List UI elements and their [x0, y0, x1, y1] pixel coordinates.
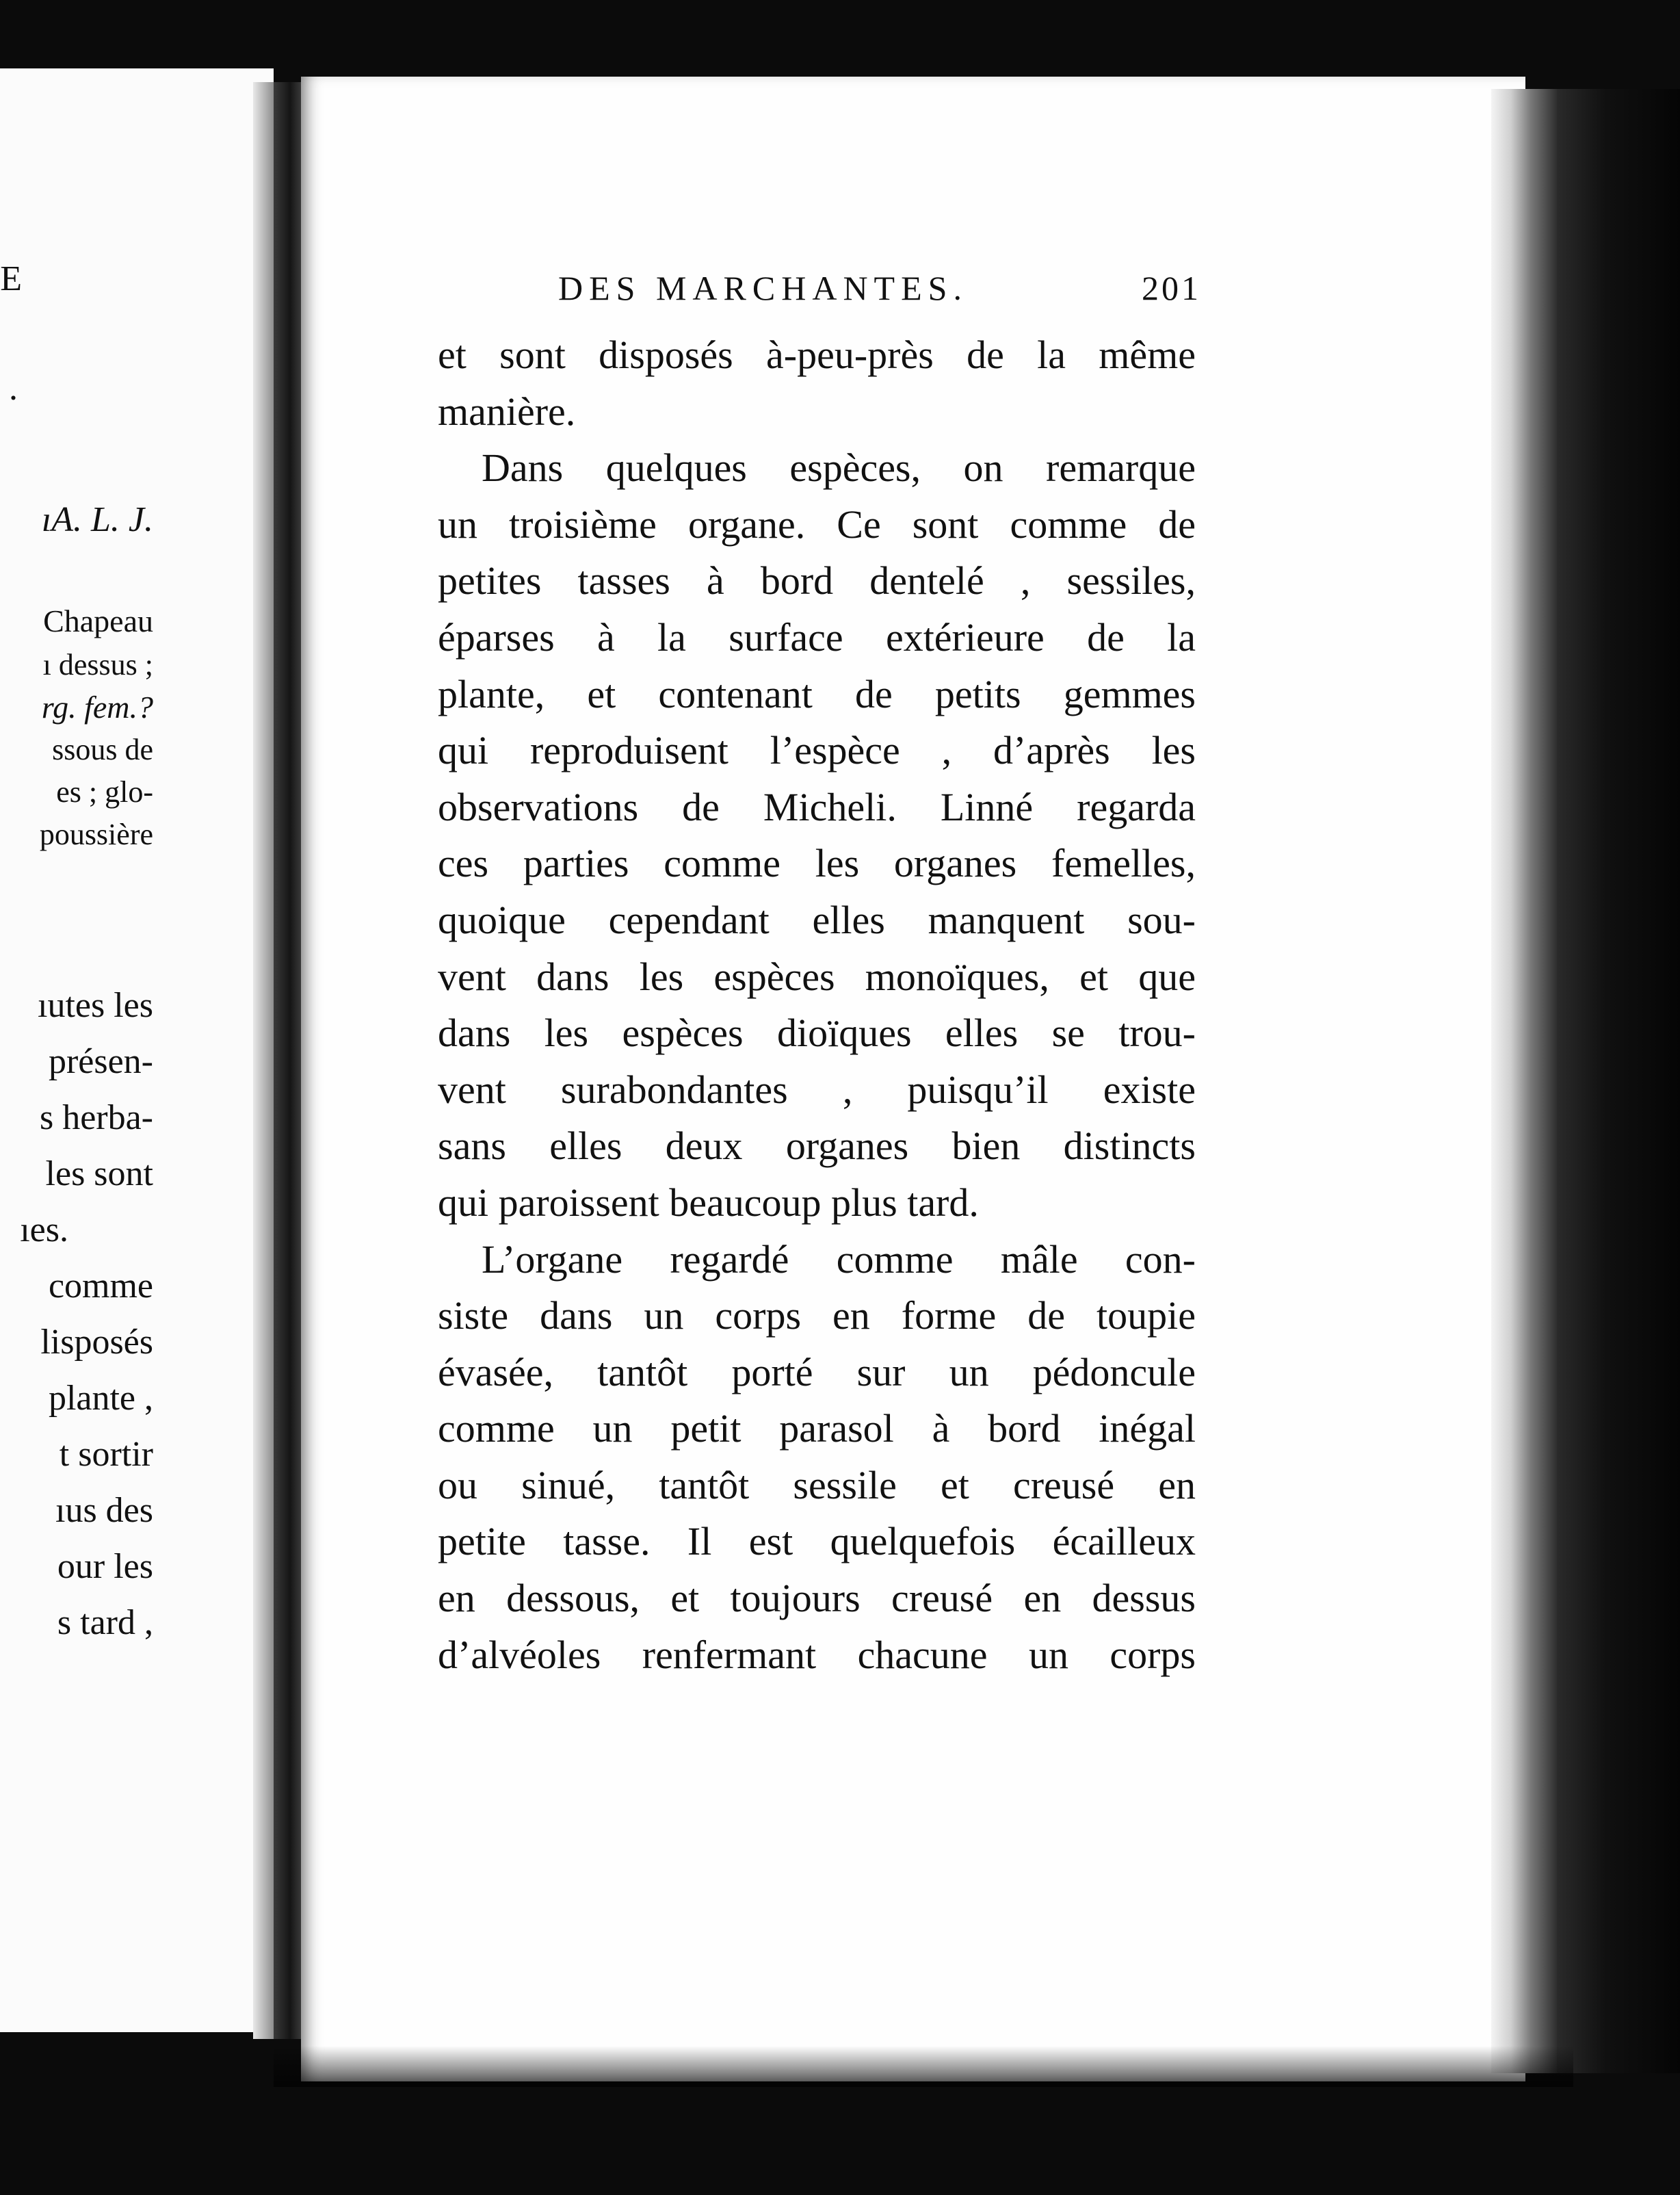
facing-line: ıA. L. J.: [41, 500, 153, 539]
facing-line: plante ,: [48, 1379, 153, 1418]
bottom-shadow: [274, 2046, 1573, 2087]
facing-line: s herba-: [39, 1098, 153, 1137]
text-line: observations de Micheli. Linné regarda: [438, 784, 1196, 829]
facing-line: t sortir: [59, 1435, 153, 1474]
text-line: vent dans les espèces monoïques, et que: [438, 954, 1196, 999]
text-line: en dessous, et toujours creusé en dessus: [438, 1576, 1196, 1621]
facing-line: Chapeau: [43, 603, 153, 638]
facing-line: ıes.: [20, 1210, 68, 1249]
text-line: éparses à la surface extérieure de la: [438, 614, 1196, 660]
facing-line: ıutes les: [38, 986, 153, 1025]
page-edge: [1491, 89, 1557, 2073]
text-line: manière.: [438, 389, 576, 434]
body-text: [438, 327, 1196, 1683]
outer-edge: [1557, 89, 1680, 2073]
text-line: ou sinué, tantôt sessile et creusé en: [438, 1462, 1196, 1507]
facing-page: [0, 68, 274, 2032]
text-line: un troisième organe. Ce sont comme de: [438, 502, 1196, 547]
facing-line: comme: [48, 1267, 153, 1306]
text-line: comme un petit parasol à bord inégal: [438, 1406, 1196, 1451]
text-line: vent surabondantes , puisqu’il existe: [438, 1067, 1196, 1112]
facing-line: lisposés: [40, 1323, 153, 1362]
text-line: qui paroissent beaucoup plus tard.: [438, 1180, 979, 1225]
text-line: et sont disposés à-peu-près de la même: [438, 333, 1196, 377]
running-head-title: DES MARCHANTES.: [558, 269, 968, 307]
facing-line: ı dessus ;: [42, 648, 153, 681]
text-line: Dans quelques espèces, on remarque: [482, 445, 1196, 491]
text-line: dans les espèces dioïques elles se trou-: [438, 1011, 1196, 1056]
facing-line: E: [0, 259, 22, 298]
facing-line: our les: [57, 1547, 153, 1586]
facing-line: .: [9, 369, 18, 408]
facing-line: ıus des: [55, 1491, 153, 1530]
facing-line: es ; glo-: [56, 775, 153, 809]
facing-line: s tard ,: [57, 1603, 153, 1642]
text-line: quoique cependant elles manquent sou-: [438, 897, 1196, 942]
text-line: qui reproduisent l’espèce , d’après les: [438, 728, 1196, 773]
text-line: L’organe regardé comme mâle con-: [482, 1236, 1196, 1282]
facing-line: les sont: [45, 1154, 153, 1193]
facing-line: présen-: [48, 1042, 153, 1081]
page-number: 201: [1142, 269, 1201, 307]
text-line: sans elles deux organes bien distincts: [438, 1124, 1196, 1169]
text-line: petites tasses à bord dentelé , sessiles,: [438, 558, 1196, 603]
text-line: petite tasse. Il est quelquefois écailleux: [438, 1519, 1196, 1564]
text-line: siste dans un corps en forme de toupie: [438, 1293, 1196, 1338]
text-line: d’alvéoles renfermant chacune un corps: [438, 1632, 1196, 1677]
running-head: [558, 268, 1201, 308]
facing-line: rg. fem.?: [41, 690, 153, 725]
text-line: évasée, tantôt porté sur un pédoncule: [438, 1349, 1196, 1394]
text-line: ces parties comme les organes femelles,: [438, 841, 1196, 886]
text-line: plante, et contenant de petits gemmes: [438, 671, 1196, 716]
facing-line: poussière: [39, 818, 153, 851]
facing-line: ssous de: [52, 733, 153, 766]
